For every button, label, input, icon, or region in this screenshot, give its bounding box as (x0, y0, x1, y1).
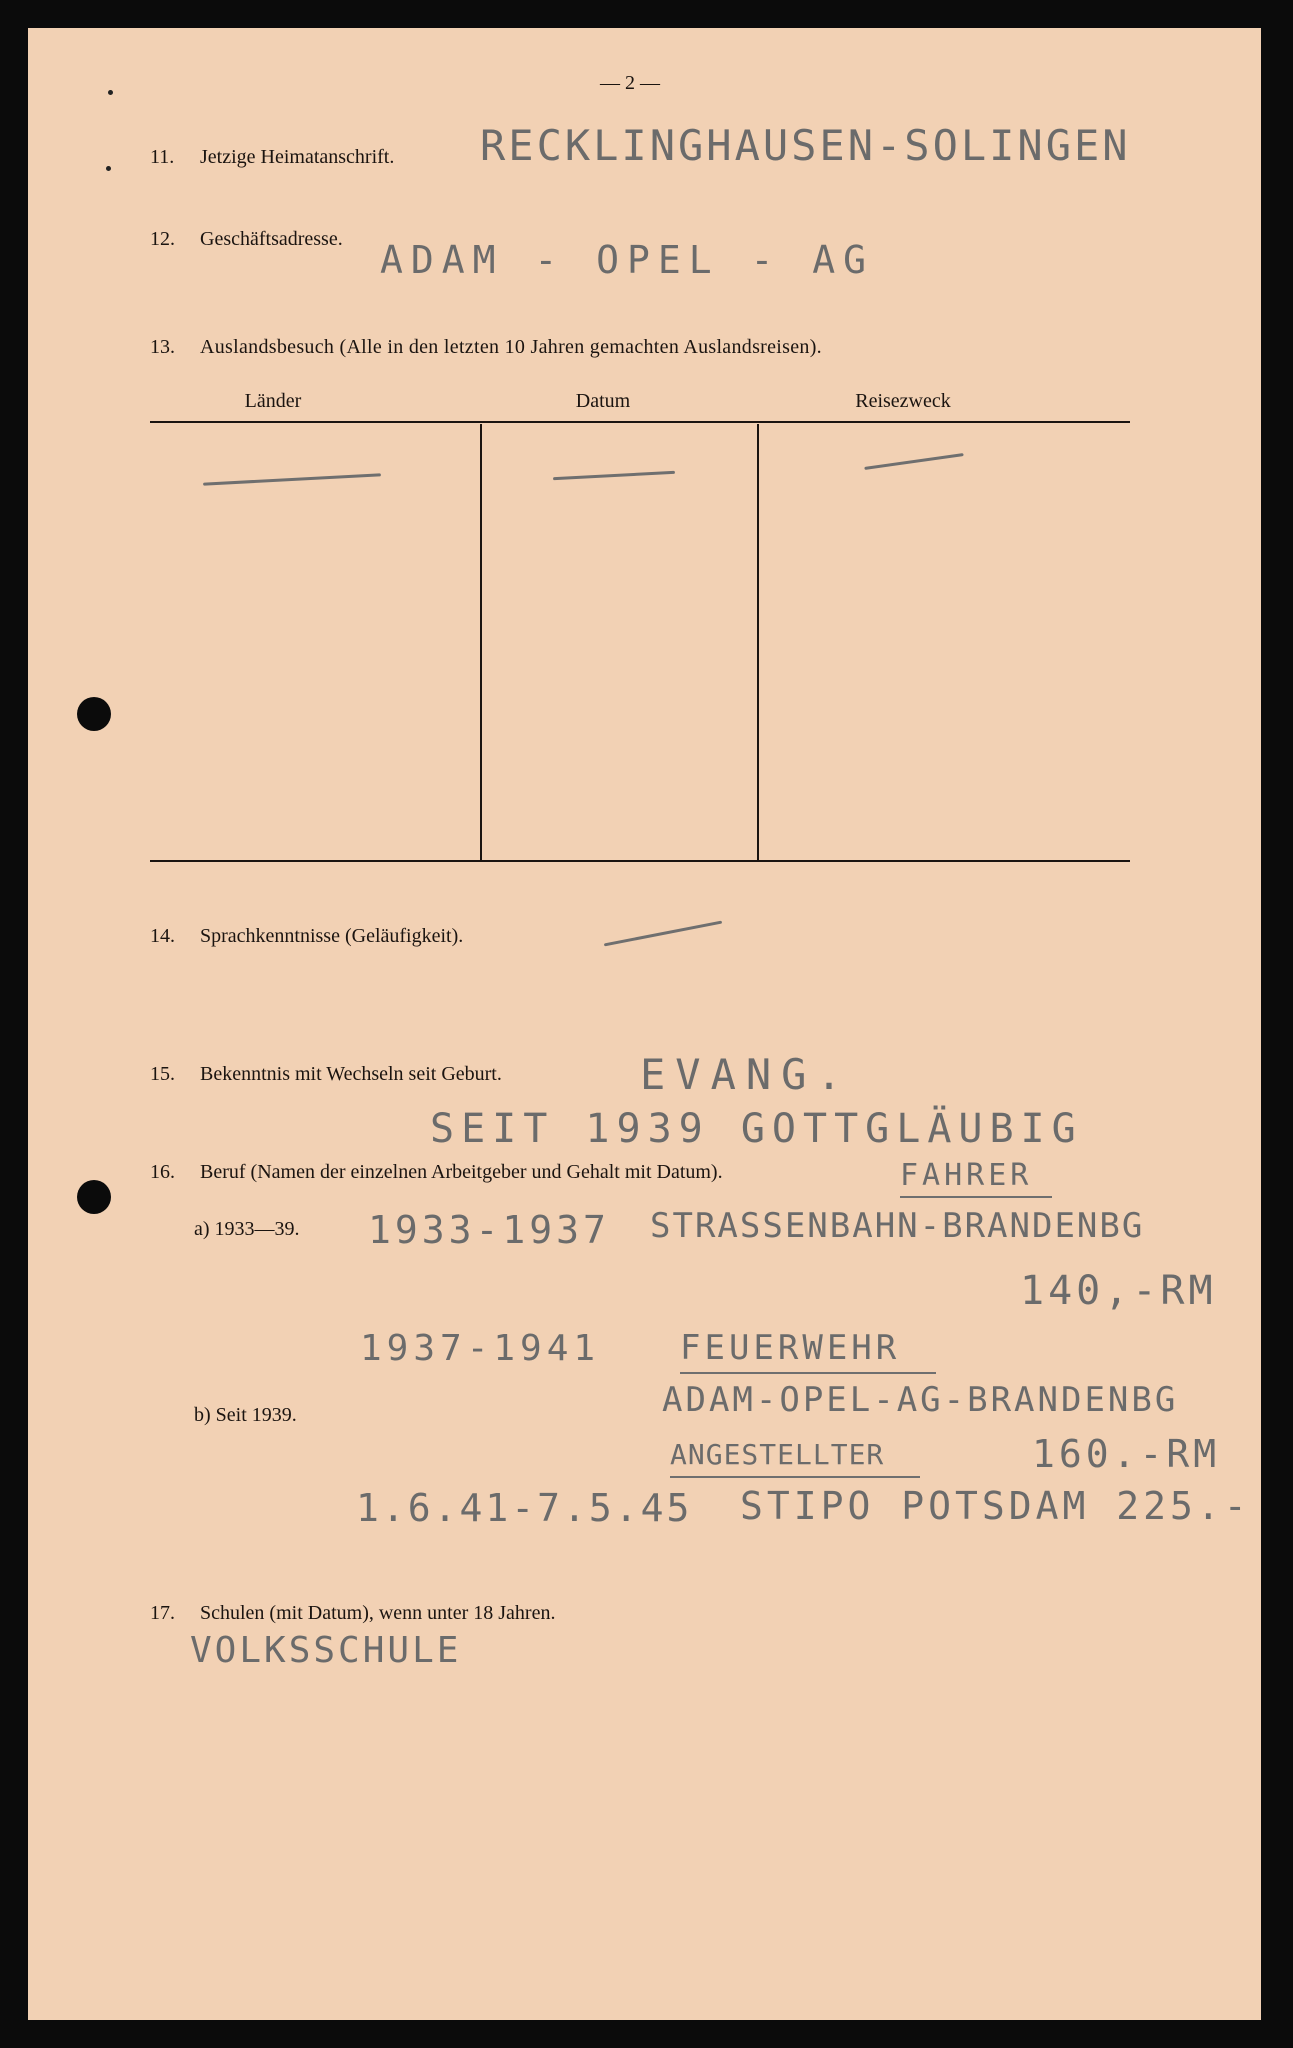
q15-label: Bekenntnis mit Wechseln seit Geburt. (200, 1063, 502, 1085)
col-header-datum: Datum (575, 390, 631, 412)
q15-number: 15. (150, 1063, 175, 1085)
q16-fahrer: FAHRER (900, 1158, 1033, 1193)
q13-number: 13. (150, 336, 175, 358)
q14-number: 14. (150, 925, 175, 947)
q11-number: 11. (150, 146, 175, 168)
q15-answer-line2: SEIT 1939 GOTTGLÄUBIG (430, 1106, 1083, 1152)
dash-datum (553, 471, 675, 480)
table-top-rule (150, 421, 1130, 423)
q16-stipo: STIPO POTSDAM 225.- (740, 1484, 1251, 1528)
q16-feuerwehr: FEUERWEHR (680, 1328, 901, 1368)
document-page (28, 28, 1261, 2020)
page-number: — 2 — (600, 72, 660, 94)
col-header-reisezweck: Reisezweck (855, 390, 951, 412)
q16-1941: 1.6.41-7.5.45 (356, 1486, 693, 1530)
q16-140: 140,-RM (1020, 1268, 1217, 1314)
q16-angestellter-underline (670, 1476, 920, 1478)
q12-number: 12. (150, 228, 175, 250)
table-divider-1 (480, 424, 482, 860)
q12-label: Geschäftsadresse. (200, 228, 343, 250)
q14-dash (604, 921, 722, 947)
q16-adamopel: ADAM-OPEL-AG-BRANDENBG (662, 1380, 1179, 1420)
q16-angestellter: ANGESTELLTER (670, 1438, 885, 1471)
table-divider-2 (757, 424, 759, 860)
col-header-laender: Länder (244, 390, 302, 412)
q16-1933: 1933-1937 (368, 1208, 610, 1252)
q11-label: Jetzige Heimatanschrift. (200, 146, 395, 168)
q16-strassenbahn: STRASSENBAHN-BRANDENBG (650, 1206, 1145, 1246)
q15-answer-line1: EVANG. (640, 1050, 852, 1099)
table-bottom-rule (150, 860, 1130, 862)
q17-answer: VOLKSSCHULE (190, 1630, 462, 1671)
q16-feuerwehr-underline (680, 1372, 936, 1374)
q16-fahrer-underline (900, 1196, 1052, 1198)
punch-hole-top (77, 697, 111, 731)
q16-b-label: b) Seit 1939. (194, 1404, 297, 1426)
q13-label: Auslandsbesuch (Alle in den letzten 10 Jahren gemachten Auslandsreisen). (200, 336, 822, 358)
q17-label: Schulen (mit Datum), wenn unter 18 Jahren. (200, 1602, 556, 1624)
speck (108, 90, 113, 95)
dash-laender (203, 473, 381, 485)
q16-1937: 1937-1941 (360, 1328, 601, 1369)
q16-label: Beruf (Namen der einzelnen Arbeitgeber und Gehalt mit Datum). (200, 1161, 723, 1183)
punch-hole-bottom (77, 1180, 111, 1214)
q17-number: 17. (150, 1602, 175, 1624)
q14-label: Sprachkenntnisse (Geläufigkeit). (200, 925, 464, 947)
q11-answer: RECKLINGHAUSEN-SOLINGEN (480, 121, 1131, 170)
q16-a-label: a) 1933—39. (194, 1218, 300, 1240)
q16-number: 16. (150, 1161, 175, 1183)
speck (106, 166, 111, 171)
dash-reisezweck (864, 453, 963, 470)
q12-answer: ADAM - OPEL - AG (380, 238, 875, 282)
q16-160: 160.-RM (1032, 1432, 1221, 1476)
